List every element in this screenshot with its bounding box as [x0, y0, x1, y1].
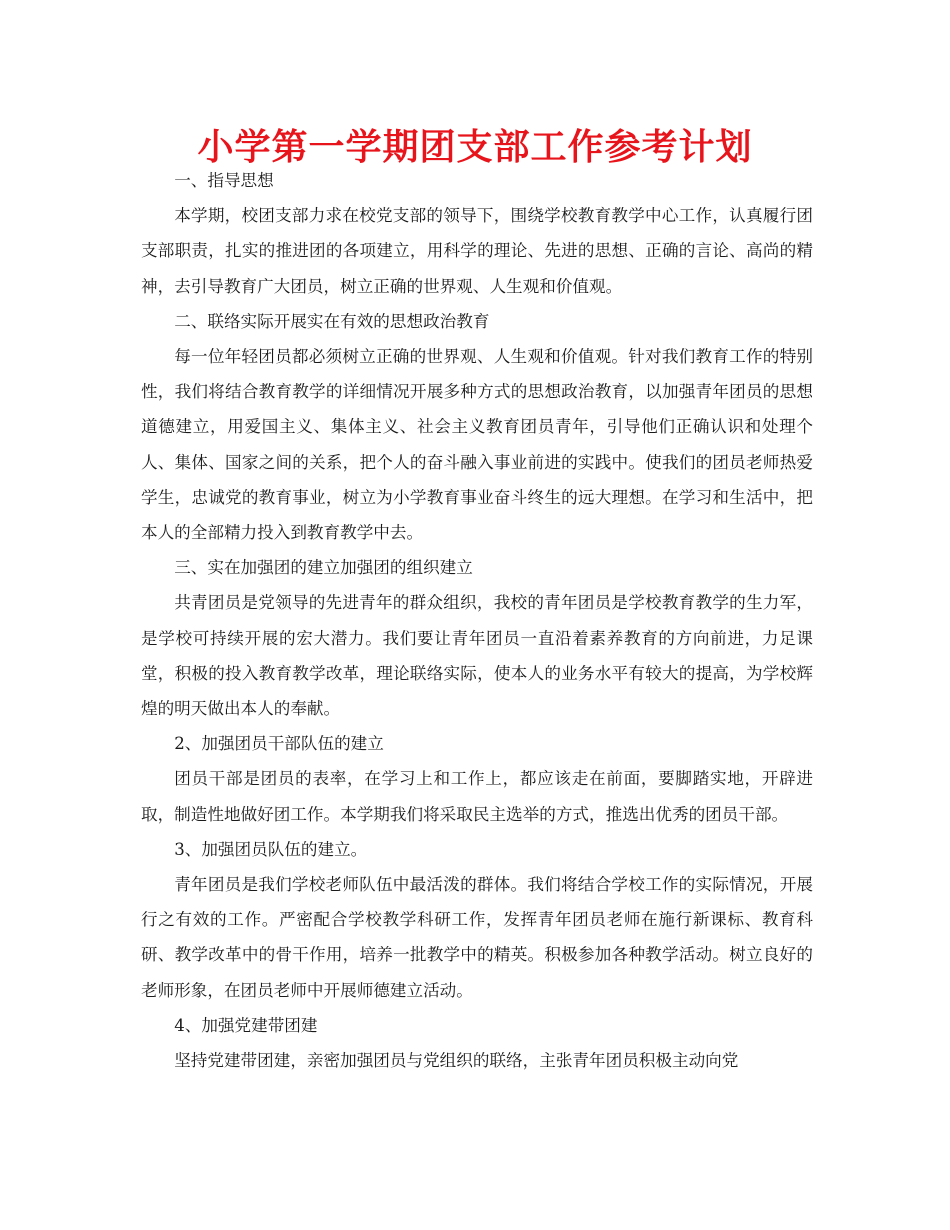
paragraph: 每一位年轻团员都必须树立正确的世界观、人生观和价值观。针对我们教育工作的特别性，我们将结合教育教学的详细情况开展多种方式的思想政治教育，以加强青年团员的思想道德建立，用爱国主义、集体主义、社会主义教育团员青年，引导他们正确认识和处理个人、集体、国家之间的关系，把个人的奋斗融入事业前进的实践中。使我们的团员老师热爱学生，忠诚党的教育事业，树立为小学教育事业奋斗终生的远大理想。在学习和生活中，把本人的全部精力投入到教育教学中去。 [141, 347, 813, 543]
paragraph: 团员干部是团员的表率，在学习上和工作上，都应该走在前面，要脚踏实地，开辟进取，制造性地做好团工作。本学期我们将采取民主选举的方式，推选出优秀的团员干部。 [141, 769, 813, 824]
document-title: 小学第一学期团支部工作参考计划 [197, 127, 753, 168]
subsection-heading-2: 2、加强团员干部队伍的建立 [174, 734, 384, 754]
document-body [141, 163, 813, 1078]
section-heading-3: 三、实在加强团的建立加强团的组织建立 [174, 558, 473, 578]
paragraph: 坚持党建带团建，亲密加强团员与党组织的联络，主张青年团员积极主动向党 [174, 1051, 739, 1071]
section-heading-1: 一、指导思想 [174, 171, 274, 190]
subsection-heading-3: 3、加强团员队伍的建立。 [174, 839, 368, 859]
section-heading-2: 二、联络实际开展实在有效的思想政治教育 [174, 311, 490, 331]
paragraph: 本学期，校团支部力求在校党支部的领导下，围绕学校教育教学中心工作，认真履行团支部职责，扎实的推进团的各项建立，用科学的理论、先进的思想、正确的言论、高尚的精神，去引导教育广大团员，树立正确的世界观、人生观和价值观。 [141, 206, 813, 296]
paragraph: 共青团员是党领导的先进青年的群众组织，我校的青年团员是学校教育教学的生力军，是学校可持续开展的宏大潜力。我们要让青年团员一直沿着素养教育的方向前进，力足课堂，积极的投入教育教学改革，理论联络实际，使本人的业务水平有较大的提高，为学校辉煌的明天做出本人的奉献。 [141, 593, 813, 719]
paragraph: 青年团员是我们学校老师队伍中最活泼的群体。我们将结合学校工作的实际情况，开展行之有效的工作。严密配合学校教学科研工作，发挥青年团员老师在施行新课标、教育科研、教学改革中的骨干作用，培养一批教学中的精英。积极参加各种教学活动。树立良好的老师形象，在团员老师中开展师德建立活动。 [141, 875, 813, 1000]
subsection-heading-4: 4、加强党建带团建 [174, 1015, 318, 1035]
